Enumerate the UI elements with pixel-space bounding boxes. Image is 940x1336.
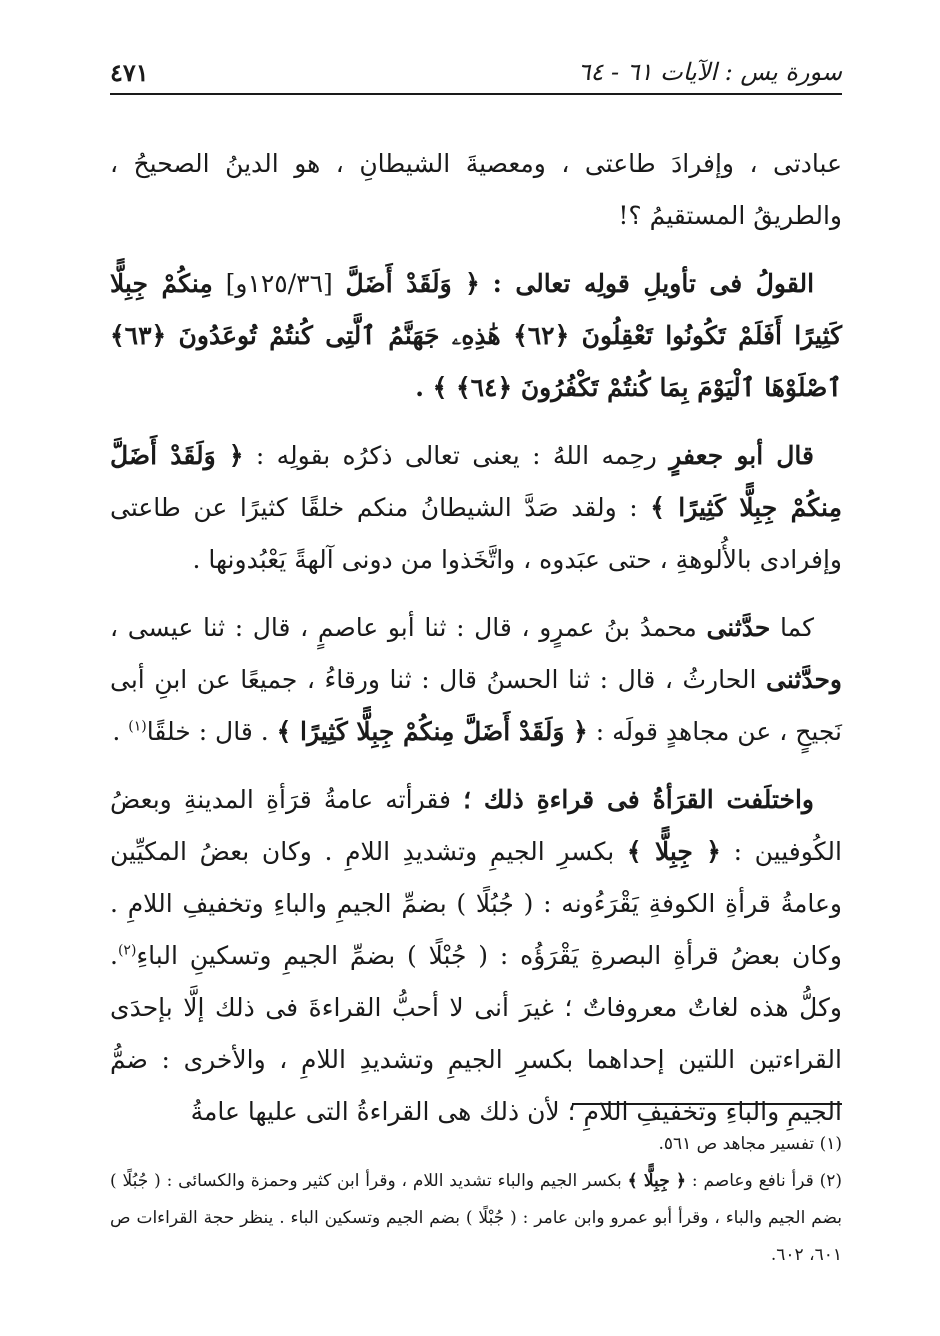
paragraph-text: الحارثُ ، قال : ثنا الحسنُ قال : ثنا ورقاءُ ، جميعًا عن ابنِ أبى نَجيحٍ ، عن مجاهدٍ قولَه : [110,665,842,746]
header-divider [110,93,842,95]
paragraph-readings [110,774,842,1138]
paragraph-narration [110,602,842,758]
paragraph-text: . [112,717,121,746]
quran-verse: ﴿ جِبِلًّا ﴾ [626,837,721,866]
paragraph-text: محمدُ بنُ عمرٍو ، قال : ثنا أبو عاصمٍ ، قال : ثنا عيسى ، [110,613,697,642]
quran-verse-continued: مِنكُمْ جِبِلًّا كَثِيرًا أَفَلَمْ تَكُونُوا تَعْقِلُونَ ﴿٦٢﴾ هَٰذِهِۦ جَهَنَّمُ ٱلَّتِى كُنتُمْ تُوعَدُونَ ﴿٦٣﴾ ٱصْلَوْهَا ٱلْيَوْمَ بِمَا كُنتُمْ تَكْفُرُونَ ﴿٦٤﴾ ﴾ . [110,269,843,402]
quran-verse: ﴿ وَلَقَدْ أَضَلَّ مِنكُمْ جِبِلًّا كَثِيرًا ﴾ [276,717,588,746]
paragraph-text: بكسرِ الجيمِ وتشديدِ اللامِ . وكان بعضُ المكيِّين وعامةُ قرأةِ الكوفةِ يَقْرَءُونه : ( جُبُلًا ) بضمِّ الجيمِ والباءِ وتخفيفِ اللامِ . وكان بعضُ قرأةِ البصرةِ يَقْرَؤُه : ( جُبْلًا ) بضمِّ الجيمِ وتسكينِ الباءِ [110,837,842,970]
page-number: ٤٧١ [110,57,149,87]
paragraph-continuation [110,138,842,242]
quran-verse: ﴿ وَلَقَدْ أَضَلَّ [345,269,480,298]
footnote-2 [110,1163,842,1274]
section-heading: القولُ فى تأويلِ قولِه تعالى : [492,269,815,298]
footnote-text: (١) تفسير مجاهد ص ٥٦١. [658,1134,842,1154]
footnote-text: بكسر الجيم والباء تشديد اللام ، وقرأ ابن كثير وحمزة والكسائى : ( جُبُلًا ) بضم الجيم والباء ، وقرأ أبو عمرو وابن عامر : ( جُبْلًا ) بضم الجيم وتسكين الباء . ينظر حجة القراءات ص ٦٠١، ٦٠٢. [110,1171,842,1265]
narration-marker: وحدَّثنى [766,665,842,694]
main-text [110,138,842,1154]
manuscript-reference: [١٢٥/٣٦و] [225,269,333,298]
footnote-reference[interactable]: (٢) [117,942,137,959]
paragraph-text: رحِمه اللهُ : يعنى تعالى ذكرُه بقولِه : [255,441,657,470]
paragraph-text: عبادتى ، وإفرادَ طاعتى ، ومعصيةَ الشيطانِ ، هو الدينُ الصحيحُ ، والطريقُ المستقيمُ ؟! [110,149,842,230]
running-title: سورة يس : الآيات ٦١ - ٦٤ [577,58,842,86]
speaker-name: قال أبو جعفرٍ [669,441,814,470]
quran-verse: ﴿ جِبِلًّا ﴾ [627,1171,687,1191]
footnote-text: (٢) قرأ نافع وعاصم : [691,1171,843,1191]
footnote-1 [110,1126,842,1163]
page-header [110,52,842,92]
footnote-divider [572,1103,842,1105]
section-heading: واختلَفت القرَأةُ فى قراءةِ ذلك ؛ [463,785,815,814]
quran-verse: ﴿ وَلَقَدْ أَضَلَّ مِنكُمْ جِبِلًّا كَثِيرًا ﴾ [110,441,842,522]
paragraph-verse-heading [110,258,842,414]
paragraph-text: . قال : خلقًا [146,717,269,746]
footnotes [110,1126,842,1274]
paragraph-text: كما [780,613,814,642]
paragraph-commentary [110,430,842,586]
paragraph-text: فقرأته عامةُ قرَأةِ المدينةِ وبعضُ الكُوفيين : [110,785,842,866]
footnote-reference[interactable]: (١) [128,718,147,735]
paragraph-text: : ولقد صَدَّ الشيطانُ منكم خلقًا كثيرًا عن طاعتى وإفرادى بالأُلوهةِ ، حتى عبَدوه ، واتَّخَذوا من دونى آلهةً يَعْبُدونها . [110,493,842,574]
narration-marker: حدَّثنى [706,613,771,642]
paragraph-text: . وكلُّ هذه لغاتٌ معروفاتٌ ؛ غيرَ أنى لا أحبُّ القراءةَ فى ذلك إلَّا بإحدَى القراءتين اللتين إحداهما بكسرِ الجيمِ وتشديدِ اللامِ ، والأخرى : ضمُّ الجيمِ والباءِ وتخفيفِ اللامِ ؛ لأن ذلك هى القراءةُ التى عليها عامةُ [110,941,842,1126]
